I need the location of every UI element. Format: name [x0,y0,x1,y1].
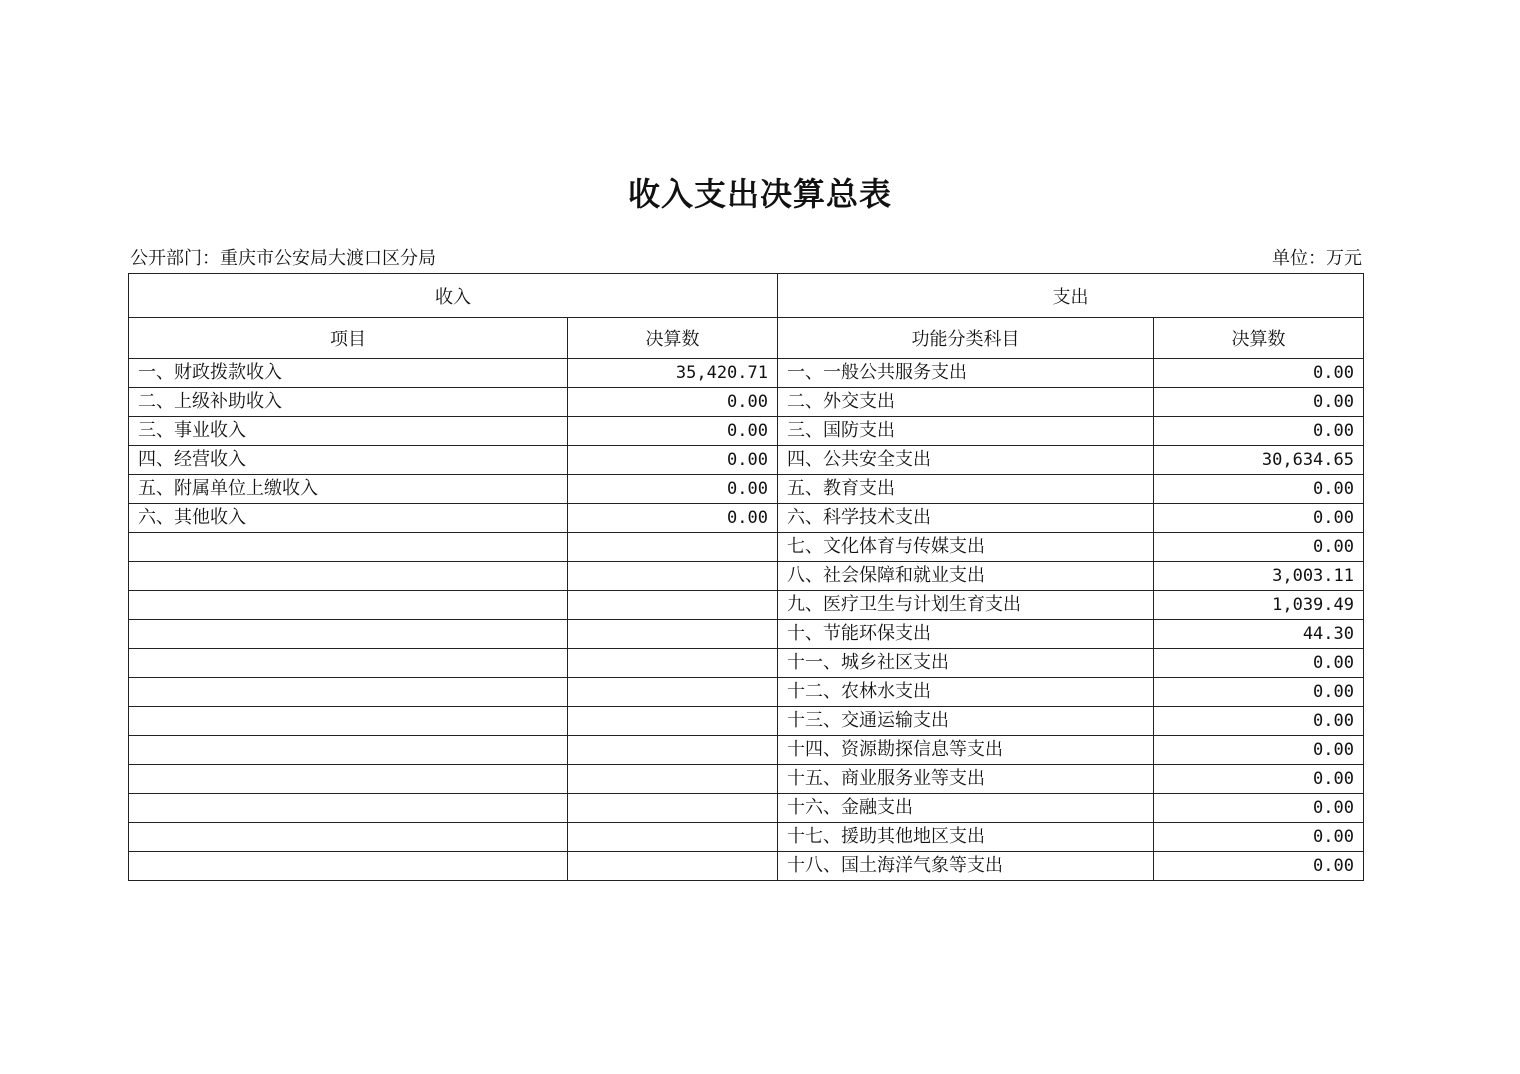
table-row [129,504,1364,533]
income-amount-cell [568,533,778,562]
income-item-cell [129,591,568,620]
expense-amount-cell: 30,634.65 [1154,446,1364,475]
expense-item-cell: 一、一般公共服务支出 [778,359,1154,388]
meta-row [130,246,1362,272]
expense-amount-cell: 0.00 [1154,852,1364,881]
table-row [129,649,1364,678]
income-item-cell: 六、其他收入 [129,504,568,533]
table-row [129,620,1364,649]
table-row [129,591,1364,620]
income-amount-cell: 0.00 [568,504,778,533]
table-row [129,446,1364,475]
expense-amount-cell: 0.00 [1154,417,1364,446]
income-item-cell: 一、财政拨款收入 [129,359,568,388]
expense-amount-cell: 0.00 [1154,823,1364,852]
expense-amount-cell: 44.30 [1154,620,1364,649]
expense-amount-cell: 0.00 [1154,359,1364,388]
column-header-row [129,318,1364,359]
income-amount-cell: 0.00 [568,475,778,504]
income-amount-cell [568,765,778,794]
expense-item-cell: 十六、金融支出 [778,794,1154,823]
expense-item-header: 功能分类科目 [778,318,1154,359]
table-row [129,852,1364,881]
income-item-cell [129,765,568,794]
expense-amount-cell: 1,039.49 [1154,591,1364,620]
expense-item-cell: 十八、国土海洋气象等支出 [778,852,1154,881]
income-amount-cell [568,707,778,736]
income-amount-cell [568,678,778,707]
income-amount-cell: 0.00 [568,446,778,475]
table-row [129,417,1364,446]
income-item-cell [129,823,568,852]
income-expense-table [128,273,1364,881]
expense-item-cell: 十三、交通运输支出 [778,707,1154,736]
expense-amount-cell: 0.00 [1154,765,1364,794]
income-item-cell [129,707,568,736]
income-amount-cell [568,794,778,823]
expense-amount-header: 决算数 [1154,318,1364,359]
income-amount-cell [568,562,778,591]
income-group-header: 收入 [129,274,778,318]
income-item-header: 项目 [129,318,568,359]
table-row [129,765,1364,794]
income-item-cell [129,562,568,591]
expense-group-header: 支出 [778,274,1364,318]
expense-amount-cell: 0.00 [1154,678,1364,707]
income-item-cell: 五、附属单位上缴收入 [129,475,568,504]
expense-item-cell: 十五、商业服务业等支出 [778,765,1154,794]
expense-amount-cell: 0.00 [1154,533,1364,562]
table-row [129,562,1364,591]
table-row [129,794,1364,823]
table-row [129,475,1364,504]
expense-item-cell: 七、文化体育与传媒支出 [778,533,1154,562]
expense-amount-cell: 0.00 [1154,388,1364,417]
expense-amount-cell: 0.00 [1154,736,1364,765]
expense-amount-cell: 0.00 [1154,504,1364,533]
expense-item-cell: 十一、城乡社区支出 [778,649,1154,678]
income-item-cell [129,678,568,707]
expense-amount-cell: 0.00 [1154,707,1364,736]
expense-item-cell: 十二、农林水支出 [778,678,1154,707]
page-title: 收入支出决算总表 [627,175,892,213]
unit-label: 单位：万元 [1272,248,1362,269]
income-amount-cell [568,823,778,852]
table-row [129,388,1364,417]
income-item-cell [129,649,568,678]
expense-item-cell: 二、外交支出 [778,388,1154,417]
income-item-cell [129,852,568,881]
group-header-row [129,274,1364,318]
income-item-cell [129,736,568,765]
income-amount-cell: 0.00 [568,388,778,417]
income-item-cell: 三、事业收入 [129,417,568,446]
expense-item-cell: 三、国防支出 [778,417,1154,446]
income-item-cell [129,794,568,823]
income-amount-cell: 35,420.71 [568,359,778,388]
expense-item-cell: 十七、援助其他地区支出 [778,823,1154,852]
expense-item-cell: 十、节能环保支出 [778,620,1154,649]
expense-amount-cell: 0.00 [1154,794,1364,823]
income-amount-cell [568,591,778,620]
income-amount-cell [568,852,778,881]
table-body [129,359,1364,881]
income-item-cell: 二、上级补助收入 [129,388,568,417]
table-row [129,707,1364,736]
table-row [129,678,1364,707]
table-row [129,736,1364,765]
department-label: 公开部门：重庆市公安局大渡口区分局 [130,248,436,269]
expense-amount-cell: 3,003.11 [1154,562,1364,591]
income-amount-cell [568,620,778,649]
table-row [129,823,1364,852]
expense-item-cell: 四、公共安全支出 [778,446,1154,475]
expense-item-cell: 五、教育支出 [778,475,1154,504]
expense-item-cell: 六、科学技术支出 [778,504,1154,533]
income-amount-cell [568,649,778,678]
income-item-cell [129,533,568,562]
income-item-cell [129,620,568,649]
expense-item-cell: 九、医疗卫生与计划生育支出 [778,591,1154,620]
income-item-cell: 四、经营收入 [129,446,568,475]
expense-amount-cell: 0.00 [1154,649,1364,678]
income-amount-cell: 0.00 [568,417,778,446]
income-amount-cell [568,736,778,765]
expense-item-cell: 十四、资源勘探信息等支出 [778,736,1154,765]
income-amount-header: 决算数 [568,318,778,359]
expense-item-cell: 八、社会保障和就业支出 [778,562,1154,591]
expense-amount-cell: 0.00 [1154,475,1364,504]
table-row [129,359,1364,388]
table-row [129,533,1364,562]
